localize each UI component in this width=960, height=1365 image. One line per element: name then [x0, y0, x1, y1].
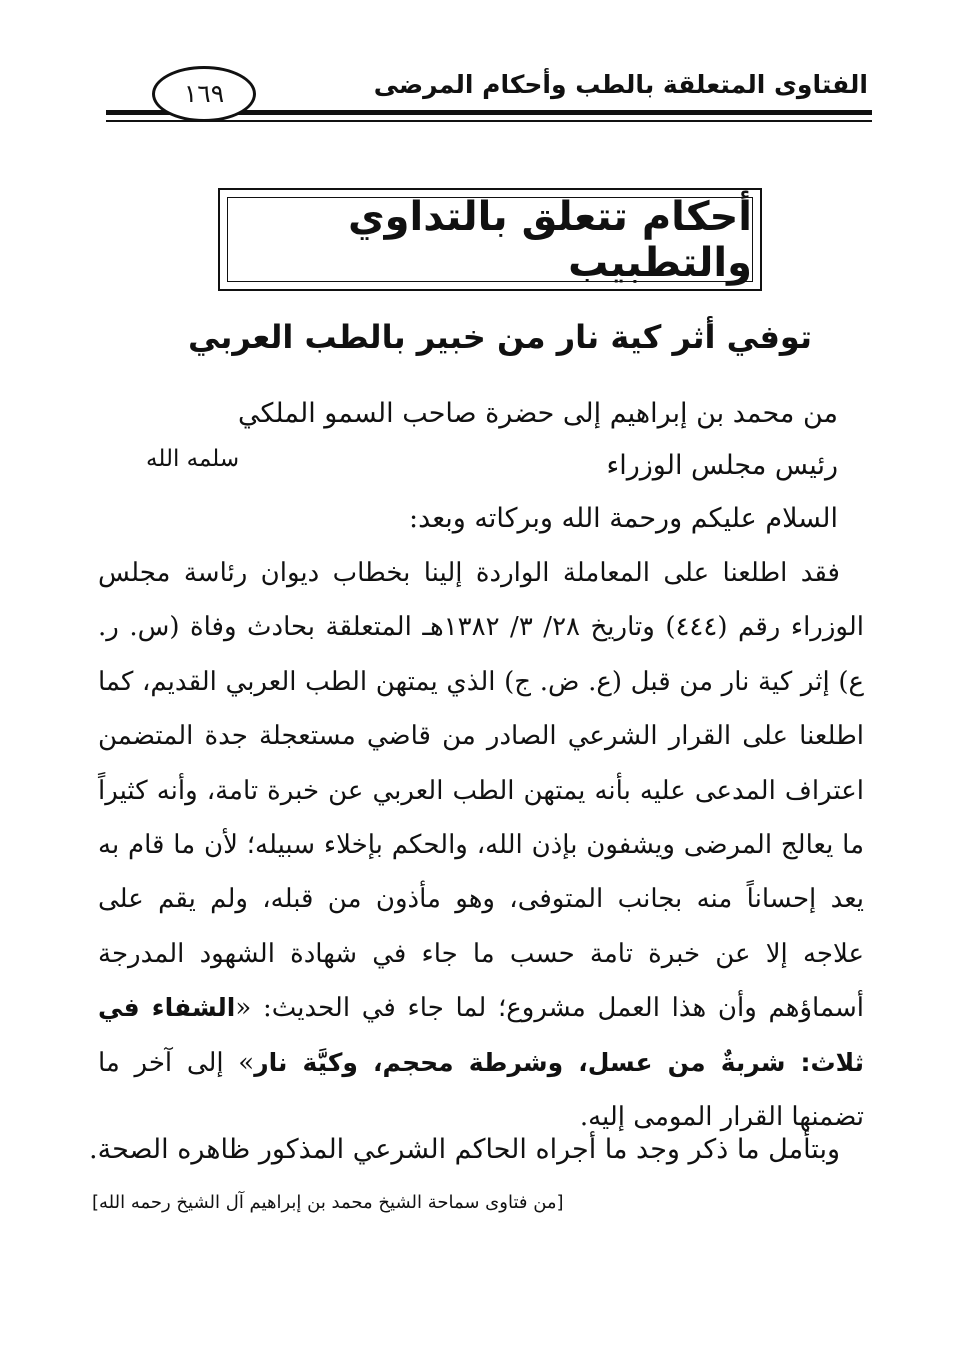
- salutation-line-1: من محمد بن إبراهيم إلى حضرة صاحب السمو الملكي: [238, 398, 838, 429]
- body-text-part-1: فقد اطلعنا على المعاملة الواردة إلينا بخطاب ديوان رئاسة مجلس الوزراء رقم (٤٤٤) وتاريخ ٢٨/ ٣/ ١٣٨٢هـ المتعلقة بحادث وفاة (س. ر. ع) إثر كية نار من قبل (ع. ض. ج) الذي يمتهن الطب العربي القديم، كما اطلعنا على القرار الشرعي الصادر من قاضي مستعجلة جدة المتضمن اعتراف المدعى عليه بأنه يمتهن الطب العربي عن خبرة تامة، وأنه كثيراً ما يعالج المرضى ويشفون بإذن الله، والحكم بإخلاء سبيله؛ لأن ما قام به يعد إحساناً منه بجانب المتوفى، وهو مأذون من قبله، ولم يقم على علاجه إلا عن خبرة تامة حسب ما جاء في شهادة الشهود المدرجة أسماؤهم وأن هذا العمل مشروع؛ لما جاء في الحديث: «: [98, 558, 864, 1024]
- body-text-part-2: » إلى آخر ما تضمنها القرار المومى إليه.: [98, 1047, 864, 1133]
- hadith-quote: الشفاء في ثلاث: شربةٌ من عسل، وشرطة محجم، وكيَّة نار: [98, 993, 864, 1077]
- section-title: أحكام تتعلق بالتداوي والتطبيب: [227, 197, 753, 282]
- section-title-frame: [218, 188, 762, 291]
- page-number-badge: ١٦٩: [152, 66, 256, 122]
- closing-paragraph: وبتأمل ما ذكر وجد ما أجراه الحاكم الشرعي المذكور ظاهره الصحة.: [89, 1134, 840, 1165]
- salutation-line-2: رئيس مجلس الوزراء: [606, 450, 838, 481]
- article-title: توفي أثر كية نار من خبير بالطب العربي: [188, 318, 812, 356]
- salutation-line-3: السلام عليكم ورحمة الله وبركاته وبعد:: [409, 503, 838, 534]
- running-header-title: الفتاوى المتعلقة بالطب وأحكام المرضى: [373, 70, 868, 99]
- salutation-blessing: سلمه الله: [146, 446, 240, 472]
- source-citation: [من فتاوى سماحة الشيخ محمد بن إبراهيم آل الشيخ رحمه الله]: [92, 1192, 564, 1213]
- body-paragraph: [98, 546, 864, 1144]
